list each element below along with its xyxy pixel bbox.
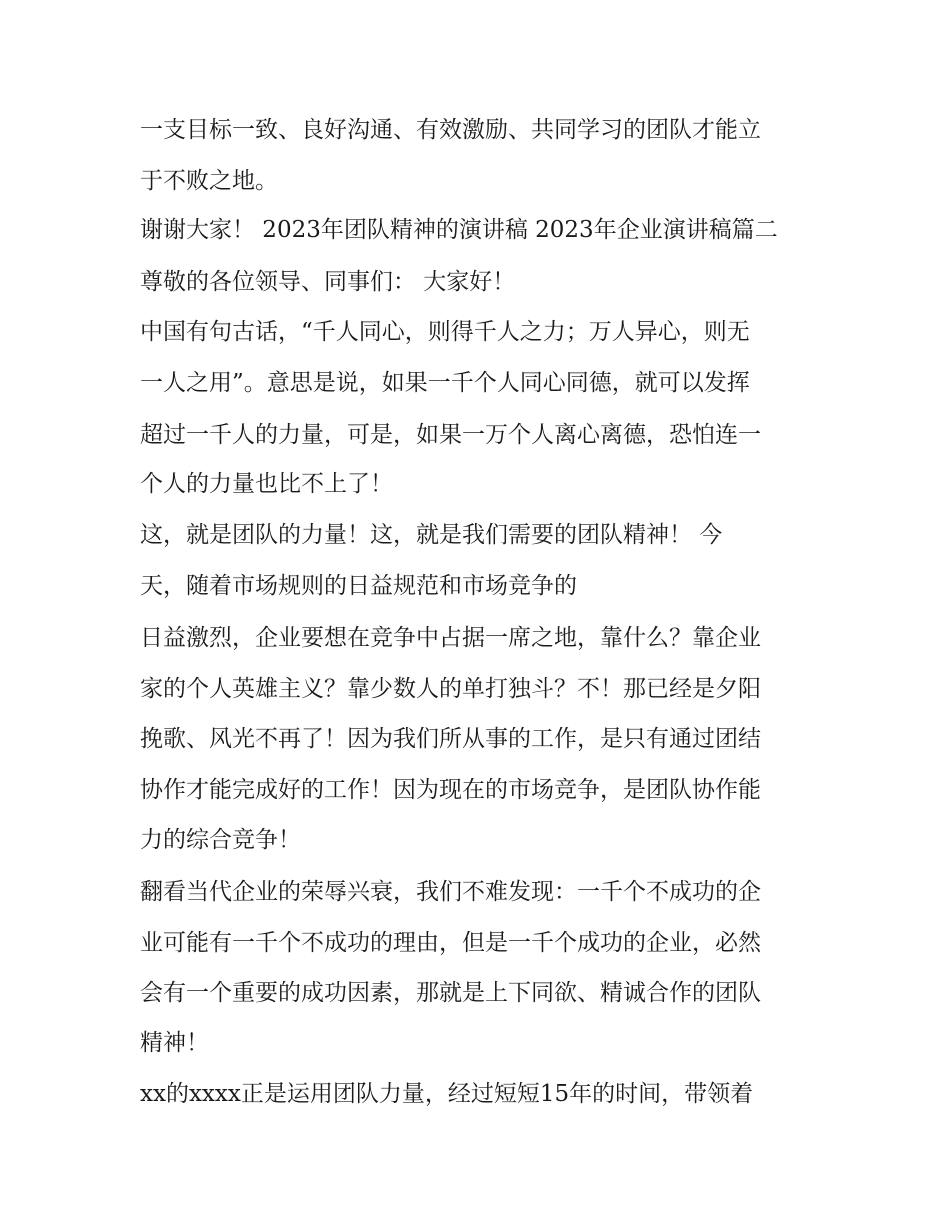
text-line: 尊敬的各位领导、同事们： 大家好！ xyxy=(140,269,516,295)
text-line: 精神！ xyxy=(140,1030,209,1056)
text-line: 中国有句古话，“千人同心，则得千人之力；万人异心，则无 xyxy=(140,319,750,345)
text-line: 业可能有一千个不成功的理由，但是一千个成功的企业，必然 xyxy=(140,930,761,956)
text-line: 挽歌、风光不再了！因为我们所从事的工作，是只有通过团结 xyxy=(140,726,761,752)
text-line: 会有一个重要的成功因素，那就是上下同欲、精诚合作的团队 xyxy=(140,980,761,1006)
text-line: 天，随着市场规则的日益规范和市场竞争的 xyxy=(140,573,577,599)
text-line: 协作才能完成好的工作！因为现在的市场竞争，是团队协作能 xyxy=(140,777,761,803)
text-line: 于不败之地。 xyxy=(140,168,278,194)
text-line: 这，就是团队的力量！这，就是我们需要的团队精神！ 今 xyxy=(140,522,723,548)
text-line: 一支目标一致、良好沟通、有效激励、共同学习的团队才能立 xyxy=(140,117,761,143)
text-line: 一人之用”。意思是说，如果一千个人同心同德，就可以发挥 xyxy=(140,370,750,396)
text-line: xx的xxxx正是运用团队力量，经过短短15年的时间，带领着 xyxy=(140,1081,754,1107)
text-line: 翻看当代企业的荣辱兴衰，我们不难发现：一千个不成功的企 xyxy=(140,879,761,905)
text-line: 日益激烈，企业要想在竞争中占据一席之地，靠什么？靠企业 xyxy=(140,625,761,651)
text-line: 超过一千人的力量，可是，如果一万个人离心离德，恐怕连一 xyxy=(140,422,761,448)
text-line: 个人的力量也比不上了！ xyxy=(140,471,393,497)
text-line: 力的综合竞争！ xyxy=(140,827,301,853)
text-line: 谢谢大家！ 2023年团队精神的演讲稿 2023年企业演讲稿篇二 xyxy=(140,217,778,243)
text-line: 家的个人英雄主义？靠少数人的单打独斗？不！那已经是夕阳 xyxy=(140,676,761,702)
